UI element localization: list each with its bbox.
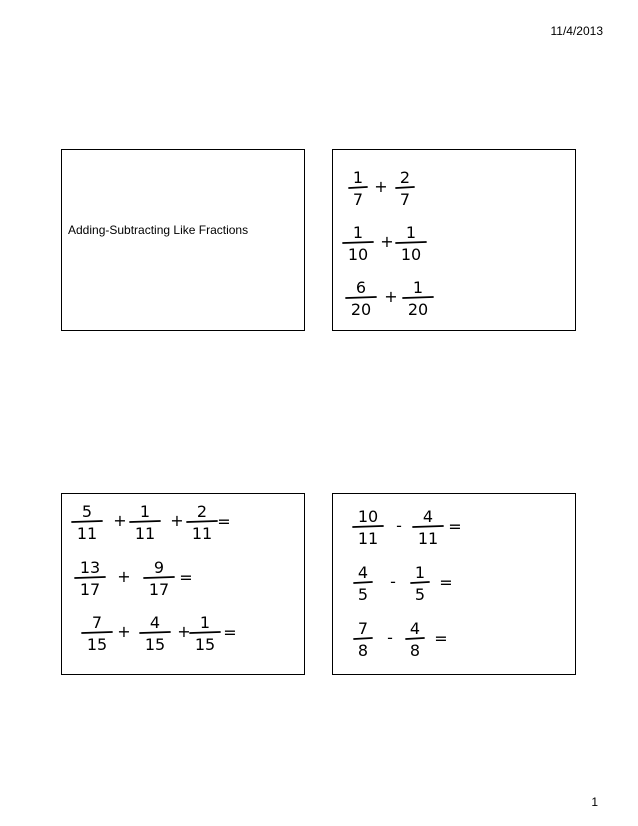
handwritten-fractions-s2 [333,150,577,332]
equals-sign: = [223,623,237,642]
fraction-bar [353,526,383,527]
equals-sign: = [448,517,462,536]
fraction [403,278,433,319]
fraction [396,223,426,264]
plus-sign: + [170,511,184,530]
plus-sign: + [384,287,398,306]
fraction [349,168,367,209]
fraction-denominator: 11 [191,524,213,543]
handwritten-fractions-s4 [333,494,577,676]
page-date: 11/4/2013 [550,24,603,38]
fraction-numerator: 6 [355,278,367,297]
plus-sign: + [117,622,131,641]
fraction [343,223,373,264]
slide-title-card [61,149,305,331]
fraction-denominator: 17 [79,580,101,599]
fraction-bar [396,242,426,243]
fraction-numerator: 10 [357,507,379,526]
fraction-denominator: 15 [86,635,108,654]
plus-sign: + [380,232,394,251]
fraction [187,502,217,543]
fraction-bar [72,521,102,522]
fraction-denominator: 20 [407,300,429,319]
fraction [82,613,112,654]
fraction-numerator: 1 [412,278,424,297]
equals-sign: = [179,568,193,587]
fraction-denominator: 7 [399,190,411,209]
fraction-bar [349,187,367,188]
fraction-denominator: 17 [148,580,170,599]
fraction [130,502,160,543]
fraction-numerator: 2 [196,502,208,521]
slide-subtraction-practice [332,493,576,675]
fraction-denominator: 11 [357,529,379,548]
fraction-denominator: 5 [414,585,426,604]
fraction [346,278,376,319]
equals-sign: = [434,629,448,648]
slide-title: Adding-Subtracting Like Fractions [68,223,249,237]
fraction-denominator: 5 [357,585,369,604]
minus-sign: - [390,572,396,591]
fraction-denominator: 8 [357,641,369,660]
fraction-numerator: 1 [199,613,211,632]
slide-addition-examples [332,149,576,331]
plus-sign: + [113,511,127,530]
fraction [354,563,372,604]
plus-sign: + [177,622,191,641]
fraction-numerator: 1 [405,223,417,242]
fraction-numerator: 9 [153,558,165,577]
fraction-bar [130,521,160,522]
fraction-numerator: 7 [91,613,103,632]
slide-addition-practice [61,493,305,675]
minus-sign: - [387,628,393,647]
fraction-bar [75,577,105,578]
fraction-numerator: 4 [149,613,161,632]
fraction-numerator: 4 [422,507,434,526]
fraction [190,613,220,654]
fraction-bar [413,526,443,527]
fraction-denominator: 11 [76,524,98,543]
fraction-bar [144,577,174,578]
fraction-bar [82,632,112,633]
fraction [406,619,424,660]
equals-sign: = [439,573,453,592]
fraction [75,558,105,599]
fraction-numerator: 13 [79,558,101,577]
fraction-bar [411,582,429,583]
fraction [413,507,443,548]
fraction [72,502,102,543]
fraction [144,558,174,599]
fraction [411,563,429,604]
fraction-bar [354,582,372,583]
fraction-numerator: 1 [352,223,364,242]
fraction-bar [354,638,372,639]
fraction-denominator: 11 [417,529,439,548]
fraction-denominator: 10 [400,245,422,264]
fraction [396,168,414,209]
minus-sign: - [396,516,402,535]
fraction-denominator: 7 [352,190,364,209]
fraction-denominator: 15 [194,635,216,654]
fraction-denominator: 10 [347,245,369,264]
fraction [354,619,372,660]
fraction-numerator: 7 [357,619,369,638]
fraction-numerator: 1 [414,563,426,582]
fraction [140,613,170,654]
plus-sign: + [117,567,131,586]
equals-sign: = [217,512,231,531]
fraction-bar [190,632,220,633]
fraction-bar [140,632,170,633]
page-number: 1 [591,795,598,809]
fraction-numerator: 2 [399,168,411,187]
plus-sign: + [374,177,388,196]
fraction-bar [406,638,424,639]
fraction-numerator: 1 [139,502,151,521]
fraction-numerator: 4 [357,563,369,582]
fraction-denominator: 15 [144,635,166,654]
fraction-bar [346,297,376,298]
fraction-bar [403,297,433,298]
fraction-bar [187,521,217,522]
fraction-numerator: 4 [409,619,421,638]
fraction-denominator: 20 [350,300,372,319]
fraction [353,507,383,548]
fraction-denominator: 8 [409,641,421,660]
fraction-bar [396,187,414,188]
fraction-bar [343,242,373,243]
fraction-numerator: 1 [352,168,364,187]
fraction-denominator: 11 [134,524,156,543]
fraction-numerator: 5 [81,502,93,521]
handwritten-fractions-s3 [62,494,306,676]
